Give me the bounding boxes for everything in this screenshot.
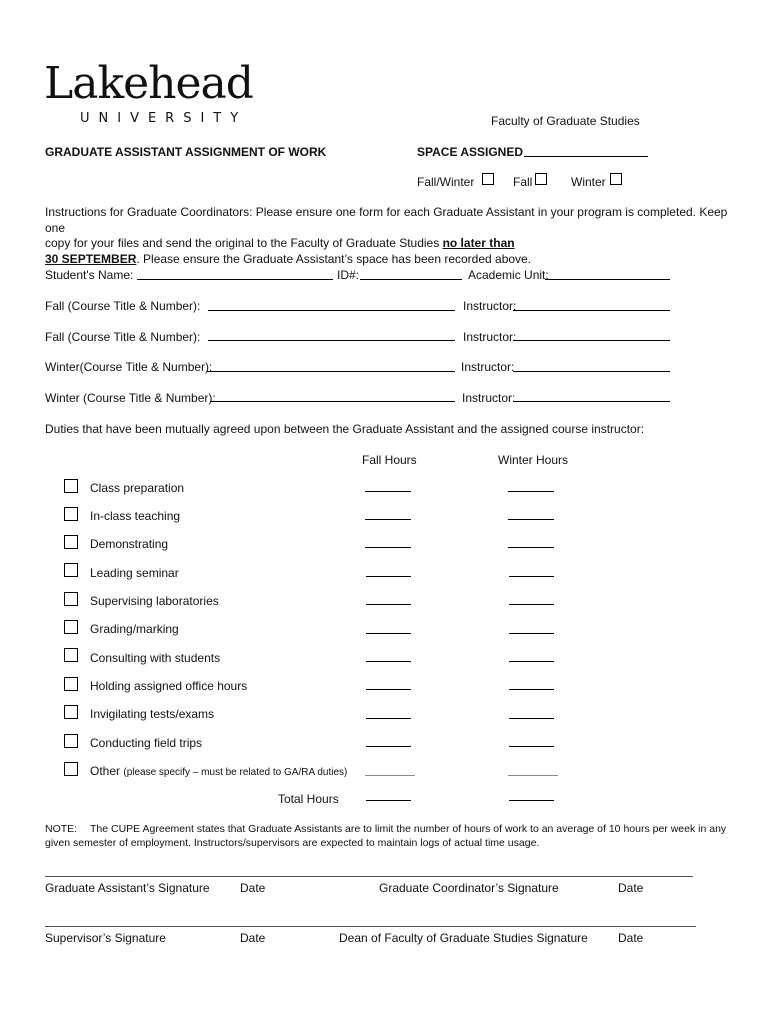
ga-date-label: Date	[240, 881, 266, 895]
duty-checkbox-class-preparation[interactable]	[64, 479, 78, 493]
winter-hours-demonstrating[interactable]	[508, 547, 554, 548]
duty-checkbox-holding-office-hours[interactable]	[64, 677, 78, 691]
university-logo-wordmark: Lakehead	[44, 58, 253, 109]
space-assigned-field[interactable]	[524, 156, 648, 157]
winter-hours-class-preparation[interactable]	[508, 491, 554, 492]
duty-checkbox-grading-marking[interactable]	[64, 620, 78, 634]
duty-label-other: Other (please specify – must be related to GA/RA duties)	[90, 764, 348, 778]
signature-line-row-2[interactable]	[45, 926, 696, 927]
note-label: NOTE:	[45, 823, 78, 835]
course-3-field[interactable]	[207, 371, 455, 372]
course-4-label: Winter (Course Title & Number):	[45, 391, 216, 405]
fall-hours-holding-office-hours[interactable]	[366, 689, 411, 690]
course-3-instructor-label: Instructor:	[461, 360, 515, 374]
duty-checkbox-consulting-with-students[interactable]	[64, 648, 78, 662]
fall-hours-total[interactable]	[366, 800, 411, 801]
duty-checkbox-in-class-teaching[interactable]	[64, 507, 78, 521]
fall-hours-header: Fall Hours	[362, 453, 417, 467]
supervisor-date-label: Date	[240, 931, 266, 945]
instructions	[45, 205, 735, 267]
course-3-instructor-field[interactable]	[513, 371, 670, 372]
duties-intro: Duties that have been mutually agreed upon between the Graduate Assistant and the assigned course instructor:	[45, 422, 645, 436]
university-logo-subtitle: UNIVERSITY	[80, 111, 248, 126]
fall-hours-other[interactable]	[365, 775, 415, 776]
term-winter-label: Winter	[571, 175, 606, 189]
winter-hours-conducting-field-trips[interactable]	[509, 746, 554, 747]
note-line-1: The CUPE Agreement states that Graduate Assistants are to limit the number of hours of work to an average of 10 hours per week in any	[90, 823, 727, 835]
duty-label-conducting-field-trips: Conducting field trips	[90, 736, 203, 750]
course-1-instructor-label: Instructor:	[463, 299, 517, 313]
academic-unit-field[interactable]	[545, 279, 670, 280]
fall-hours-in-class-teaching[interactable]	[365, 519, 411, 520]
faculty-name: Faculty of Graduate Studies	[491, 114, 640, 128]
form-title: GRADUATE ASSISTANT ASSIGNMENT OF WORK	[45, 145, 327, 159]
duty-label-supervising-laboratories: Supervising laboratories	[90, 594, 219, 608]
fall-hours-leading-seminar[interactable]	[366, 576, 411, 577]
fall-hours-consulting-with-students[interactable]	[366, 661, 411, 662]
winter-hours-consulting-with-students[interactable]	[509, 661, 554, 662]
course-2-label: Fall (Course Title & Number):	[45, 330, 201, 344]
fall-hours-demonstrating[interactable]	[365, 547, 411, 548]
duty-checkbox-demonstrating[interactable]	[64, 535, 78, 549]
instructions-line-1: Instructions for Graduate Coordinators: Please ensure one form for each Graduate Assistant in your program is completed. Keep one	[45, 205, 728, 235]
duty-label-class-preparation: Class preparation	[90, 481, 185, 495]
term-fall-checkbox[interactable]	[535, 173, 547, 185]
course-1-instructor-field[interactable]	[513, 310, 670, 311]
signature-line-row-1[interactable]	[45, 876, 693, 877]
course-4-field[interactable]	[210, 401, 455, 402]
dean-signature-label: Dean of Faculty of Graduate Studies Signature	[339, 931, 588, 945]
dean-date-label: Date	[618, 931, 644, 945]
ga-signature-label: Graduate Assistant’s Signature	[45, 881, 210, 895]
instructions-line-3: 30 SEPTEMBER. Please ensure the Graduate Assistant’s space has been recorded above.	[45, 251, 532, 266]
term-winter-checkbox[interactable]	[610, 173, 622, 185]
duty-checkbox-invigilating-tests-exams[interactable]	[64, 705, 78, 719]
winter-hours-leading-seminar[interactable]	[509, 576, 554, 577]
duty-label-invigilating-tests-exams: Invigilating tests/exams	[90, 707, 215, 721]
supervisor-signature-label: Supervisor’s Signature	[45, 931, 166, 945]
id-field[interactable]	[360, 279, 462, 280]
course-2-field[interactable]	[208, 340, 455, 341]
fall-hours-grading-marking[interactable]	[366, 633, 411, 634]
course-1-label: Fall (Course Title & Number):	[45, 299, 201, 313]
term-fall-winter-label: Fall/Winter	[417, 175, 475, 189]
winter-hours-grading-marking[interactable]	[509, 633, 554, 634]
note-line-2: given semester of employment. Instructors/supervisors are expected to maintain logs of actual time usage.	[45, 837, 540, 849]
winter-hours-invigilating-tests-exams[interactable]	[509, 718, 554, 719]
student-name-field[interactable]	[137, 279, 333, 280]
course-4-instructor-label: Instructor:	[462, 391, 516, 405]
duty-checkbox-supervising-laboratories[interactable]	[64, 592, 78, 606]
winter-hours-other[interactable]	[508, 775, 558, 776]
fall-hours-conducting-field-trips[interactable]	[366, 746, 411, 747]
winter-hours-total[interactable]	[509, 800, 554, 801]
coordinator-signature-label: Graduate Coordinator’s Signature	[379, 881, 559, 895]
duty-label-demonstrating: Demonstrating	[90, 537, 169, 551]
winter-hours-in-class-teaching[interactable]	[508, 519, 554, 520]
instructions-line-2: copy for your files and send the original to the Faculty of Graduate Studies no later than	[45, 236, 515, 250]
winter-hours-header: Winter Hours	[498, 453, 569, 467]
fall-hours-supervising-laboratories[interactable]	[366, 604, 411, 605]
duty-label-grading-marking: Grading/marking	[90, 622, 179, 636]
fall-hours-class-preparation[interactable]	[365, 491, 411, 492]
term-fall-label: Fall	[513, 175, 533, 189]
winter-hours-holding-office-hours[interactable]	[509, 689, 554, 690]
fall-hours-invigilating-tests-exams[interactable]	[366, 718, 411, 719]
duty-label-holding-office-hours: Holding assigned office hours	[90, 679, 248, 693]
course-2-instructor-field[interactable]	[513, 340, 670, 341]
space-assigned-label: SPACE ASSIGNED	[417, 145, 524, 159]
coordinator-date-label: Date	[618, 881, 644, 895]
duty-label-in-class-teaching: In-class teaching	[90, 509, 181, 523]
duty-checkbox-leading-seminar[interactable]	[64, 563, 78, 577]
id-label: ID#:	[337, 268, 360, 282]
duty-checkbox-conducting-field-trips[interactable]	[64, 734, 78, 748]
deadline-date: 30 SEPTEMBER	[45, 251, 137, 266]
course-4-instructor-field[interactable]	[513, 401, 670, 402]
course-1-field[interactable]	[208, 310, 455, 311]
course-3-label: Winter(Course Title & Number):	[45, 360, 213, 374]
total-hours-label: Total Hours	[278, 792, 339, 806]
course-2-instructor-label: Instructor:	[463, 330, 517, 344]
duty-label-leading-seminar: Leading seminar	[90, 566, 179, 580]
academic-unit-label: Academic Unit:	[468, 268, 549, 282]
duty-checkbox-other[interactable]	[64, 762, 78, 776]
student-name-label: Student's Name:	[45, 268, 134, 282]
term-fall-winter-checkbox[interactable]	[482, 173, 494, 185]
deadline-emphasis: no later than	[442, 236, 515, 250]
duty-other-note: (please specify – must be related to GA/RA duties)	[123, 767, 348, 778]
duty-label-consulting-with-students: Consulting with students	[90, 651, 221, 665]
winter-hours-supervising-laboratories[interactable]	[509, 604, 554, 605]
